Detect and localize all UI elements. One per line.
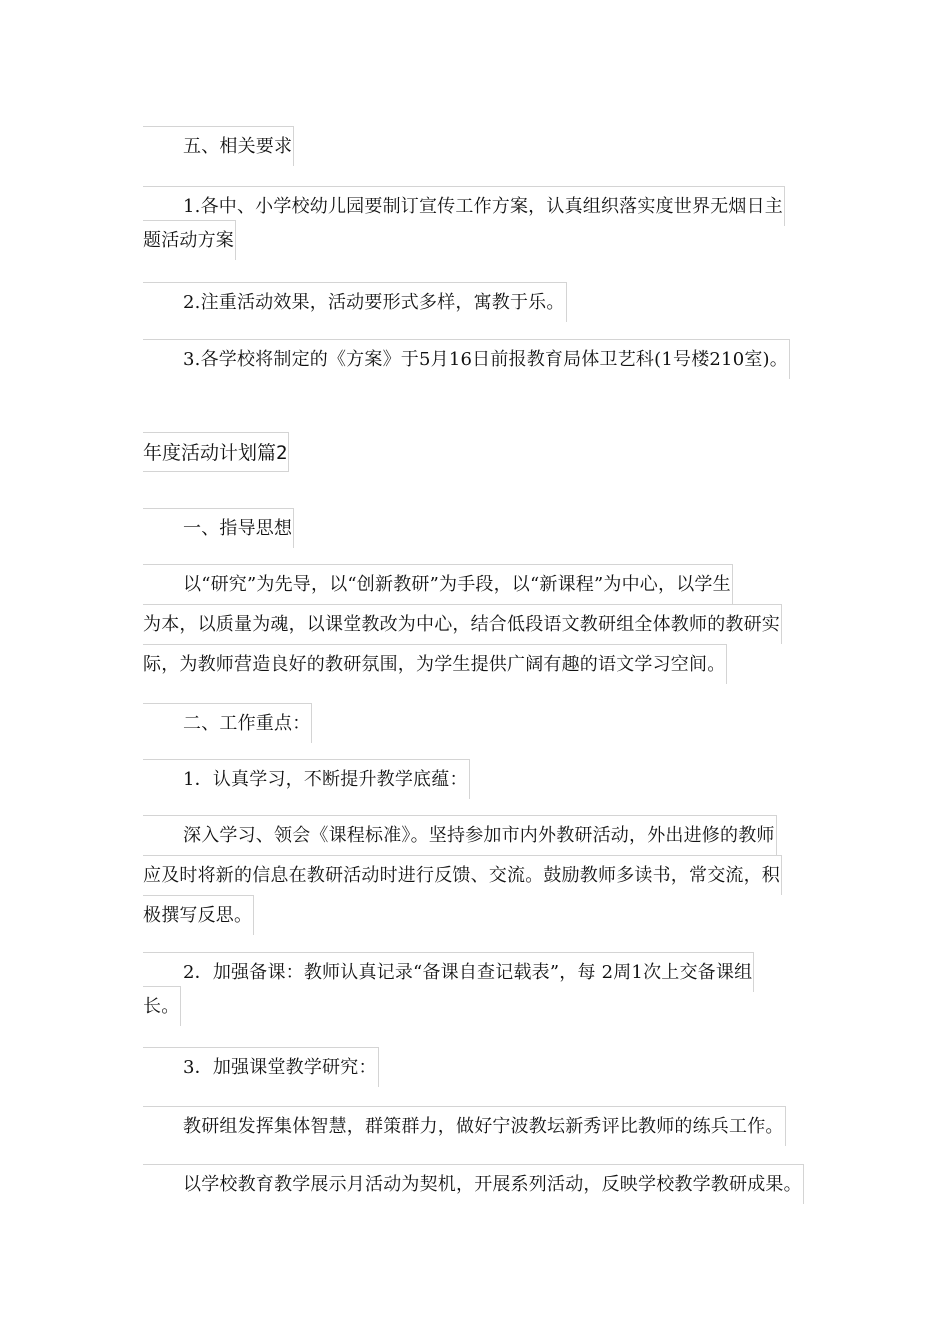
paragraph-line: 题活动方案 [143, 220, 236, 260]
plan-heading: 年度活动计划篇2 [143, 432, 289, 472]
paragraph-line: 教研组发挥集体智慧，群策群力，做好宁波教坛新秀评比教师的练兵工作。 [143, 1106, 786, 1146]
paragraph-line: 3.各学校将制定的《方案》于5月16日前报教育局体卫艺科(1号楼210室)。 [143, 339, 790, 379]
section-title-guiding-ideology: 一、指导思想 [143, 508, 294, 548]
paragraph-line: 深入学习、领会《课程标准》。坚持参加市内外教研活动，外出进修的教师 [143, 815, 777, 855]
paragraph-line: 以“研究”为先导，以“创新教研”为手段，以“新课程”为中心，以学生 [143, 564, 733, 604]
paragraph-line: 际，为教师营造良好的教研氛围，为学生提供广阔有趣的语文学习空间。 [143, 644, 727, 684]
paragraph-line: 应及时将新的信息在教研活动时进行反馈、交流。鼓励教师多读书，常交流，积 [143, 855, 782, 895]
paragraph-line: 极撰写反思。 [143, 895, 254, 935]
paragraph-line: 为本，以质量为魂，以课堂教改为中心，结合低段语文教研组全体教师的教研实 [143, 604, 782, 644]
paragraph-line: 长。 [143, 986, 181, 1026]
item-title: 1．认真学习，不断提升教学底蕴： [143, 759, 470, 799]
item-title: 3．加强课堂教学研究： [143, 1047, 379, 1087]
paragraph-line: 2．加强备课：教师认真记录“备课自查记载表”，每 2周1次上交备课组 [143, 952, 754, 992]
paragraph-line: 以学校教育教学展示月活动为契机，开展系列活动，反映学校教学教研成果。 [143, 1164, 804, 1204]
paragraph-line: 2.注重活动效果，活动要形式多样，寓教于乐。 [143, 282, 567, 322]
section-title-requirements: 五、相关要求 [143, 126, 294, 166]
section-title-work-focus: 二、工作重点： [143, 703, 312, 743]
paragraph-line: 1.各中、小学校幼儿园要制订宣传工作方案，认真组织落实度世界无烟日主 [143, 186, 785, 226]
